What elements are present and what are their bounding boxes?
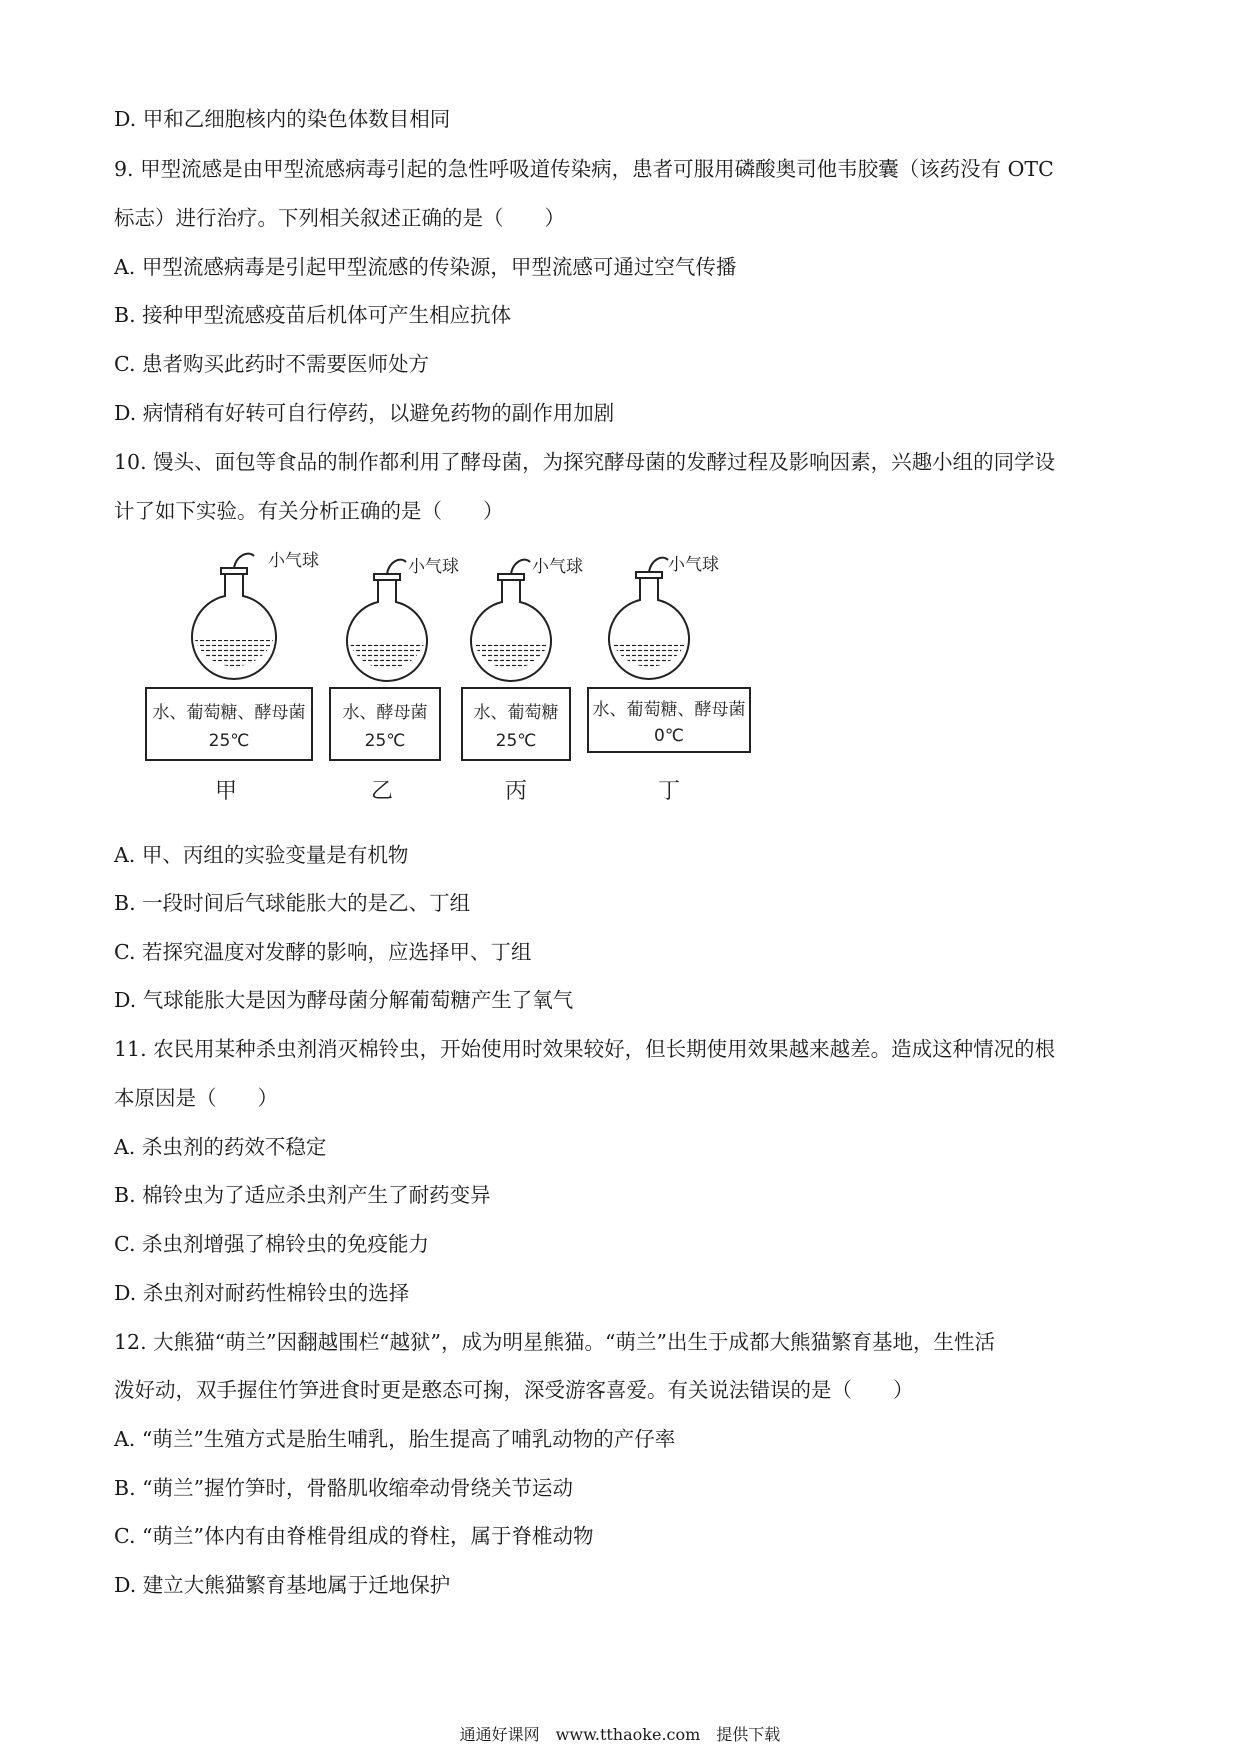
q11-option-d: D. 杀虫剂对耐药性棉铃虫的选择 — [114, 1281, 410, 1305]
contents-ding: 水、葡萄糖、酵母菌 — [592, 700, 746, 720]
q9-stem-line2: 标志）进行治疗。下列相关叙述正确的是（ ） — [114, 206, 565, 230]
flask-bing — [471, 557, 583, 681]
group-label-yi: 乙 — [370, 779, 394, 804]
q10-option-c: C. 若探究温度对发酵的影响，应选择甲、丁组 — [114, 940, 532, 964]
flask-yi — [347, 557, 459, 681]
q11-option-c: C. 杀虫剂增强了棉铃虫的免疫能力 — [114, 1232, 429, 1256]
q12-option-b: B. “萌兰”握竹笋时，骨骼肌收缩牵动骨绕关节运动 — [114, 1476, 574, 1500]
flask-ding — [609, 555, 719, 679]
q12-stem-line1: 12. 大熊猫“萌兰”因翻越围栏“越狱”，成为明星熊猫。“萌兰”出生于成都大熊猫繁育基地，生性活 — [114, 1330, 995, 1354]
page-footer: 通通好课网 www.tthaoke.com 提供下载 — [459, 1725, 781, 1744]
balloon-label-jia: 小气球 — [268, 551, 319, 571]
contents-yi: 水、酵母菌 — [342, 703, 428, 723]
condition-box-bing — [462, 688, 570, 760]
flask-jia — [192, 551, 319, 679]
yeast-experiment-diagram — [140, 548, 840, 818]
q12-option-a: A. “萌兰”生殖方式是胎生哺乳，胎生提高了哺乳动物的产仔率 — [114, 1427, 676, 1451]
temp-yi: 25℃ — [364, 731, 406, 751]
q9-stem-line1: 9. 甲型流感是由甲型流感病毒引起的急性呼吸道传染病，患者可服用磷酸奥司他韦胶囊（该药没有 OTC — [114, 157, 1054, 181]
condition-box-yi — [330, 688, 440, 760]
q11-stem-line1: 11. 农民用某种杀虫剂消灭棉铃虫，开始使用时效果较好，但长期使用效果越来越差。造成这种情况的根 — [114, 1037, 1056, 1061]
temp-jia: 25℃ — [208, 731, 250, 751]
balloon-label-ding: 小气球 — [668, 555, 719, 575]
q11-stem-line2: 本原因是（ ） — [114, 1086, 278, 1110]
q12-stem-line2: 泼好动，双手握住竹笋进食时更是憨态可掬，深受游客喜爱。有关说法错误的是（ ） — [114, 1378, 914, 1402]
q9-option-a: A. 甲型流感病毒是引起甲型流感的传染源，甲型流感可通过空气传播 — [114, 255, 737, 279]
q10-stem-line2: 计了如下实验。有关分析正确的是（ ） — [114, 499, 504, 523]
q8-option-d: D. 甲和乙细胞核内的染色体数目相同 — [114, 107, 451, 131]
group-label-ding: 丁 — [657, 779, 681, 804]
q12-option-d: D. 建立大熊猫繁育基地属于迁地保护 — [114, 1573, 451, 1597]
temp-bing: 25℃ — [495, 731, 537, 751]
balloon-label-bing: 小气球 — [532, 557, 583, 577]
balloon-label-yi: 小气球 — [408, 557, 459, 577]
contents-bing: 水、葡萄糖 — [473, 703, 559, 723]
contents-jia: 水、葡萄糖、酵母菌 — [152, 703, 306, 723]
q10-stem-line1: 10. 馒头、面包等食品的制作都利用了酵母菌，为探究酵母菌的发酵过程及影响因素，兴趣小组的同学设 — [114, 450, 1056, 474]
q12-option-c: C. “萌兰”体内有由脊椎骨组成的脊柱，属于脊椎动物 — [114, 1524, 594, 1548]
q10-option-d: D. 气球能胀大是因为酵母菌分解葡萄糖产生了氧气 — [114, 988, 574, 1012]
condition-box-ding — [588, 688, 750, 752]
group-label-bing: 丙 — [504, 779, 528, 804]
q9-option-b: B. 接种甲型流感疫苗后机体可产生相应抗体 — [114, 303, 512, 327]
q10-option-b: B. 一段时间后气球能胀大的是乙、丁组 — [114, 891, 471, 915]
q9-option-d: D. 病情稍有好转可自行停药，以避免药物的副作用加剧 — [114, 401, 615, 425]
q10-option-a: A. 甲、丙组的实验变量是有机物 — [114, 843, 409, 867]
condition-box-jia — [146, 688, 312, 760]
q9-option-c: C. 患者购买此药时不需要医师处方 — [114, 352, 429, 376]
q11-option-b: B. 棉铃虫为了适应杀虫剂产生了耐药变异 — [114, 1183, 491, 1207]
q11-option-a: A. 杀虫剂的药效不稳定 — [114, 1135, 327, 1159]
group-label-jia: 甲 — [214, 779, 238, 804]
temp-ding: 0℃ — [654, 726, 684, 746]
